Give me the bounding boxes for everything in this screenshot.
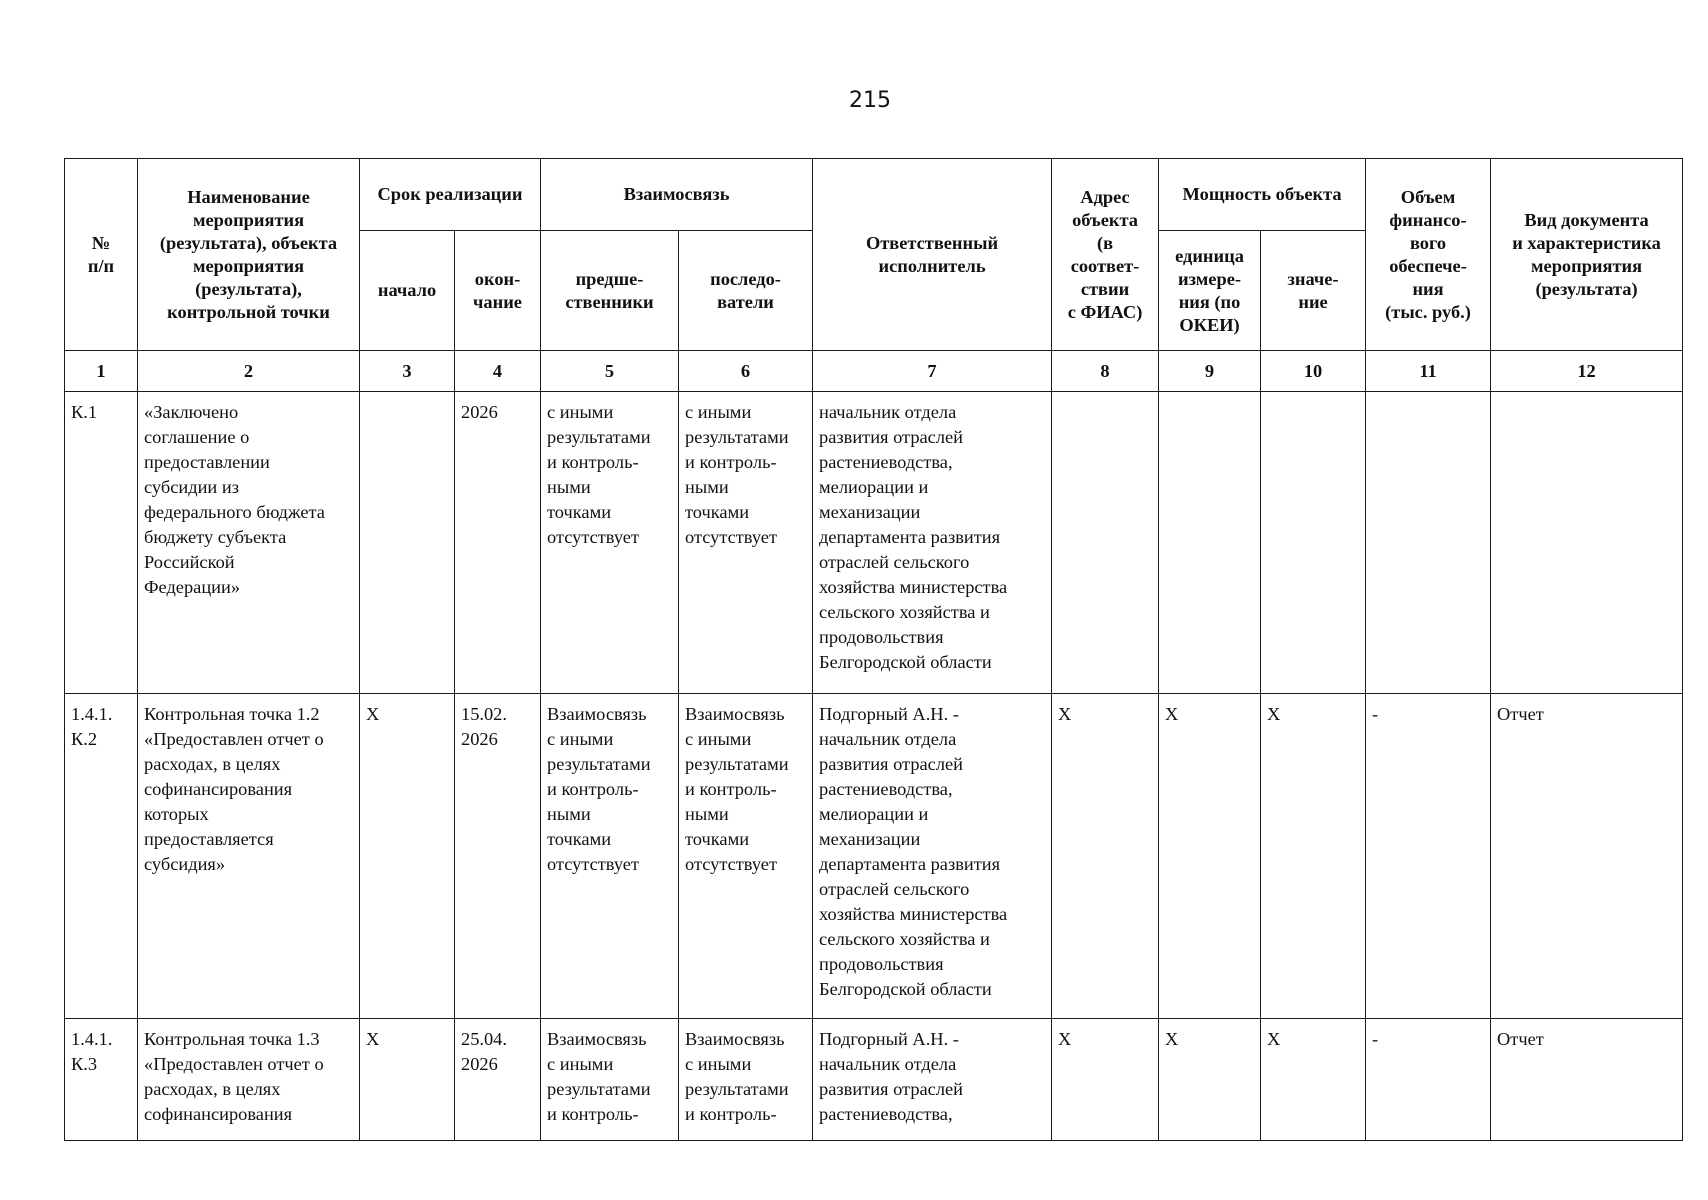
header-num: № п/п — [65, 159, 138, 351]
activities-table — [64, 158, 1683, 1141]
cell-start: Х — [360, 1019, 455, 1141]
column-number: 3 — [360, 351, 455, 392]
header-predecessors: предше- ственники — [541, 231, 679, 351]
cell-predecessors: с иными результатами и контроль- ными точками отсутствует — [541, 392, 679, 694]
table-row — [65, 392, 1683, 694]
cell-finance: - — [1366, 1019, 1491, 1141]
cell-successors: с иными результатами и контроль- ными точками отсутствует — [679, 392, 813, 694]
header-capacity: Мощность объекта — [1159, 159, 1366, 231]
cell-predecessors: Взаимосвязь с иными результатами и контроль- — [541, 1019, 679, 1141]
cell-responsible: Подгорный А.Н. - начальник отдела развития отраслей растениеводства, мелиорации и механизации департамента развития отраслей сельского хозяйства министерства сельского хозяйства и продовольствия Белгородской области — [813, 694, 1052, 1019]
header-doc-type: Вид документа и характеристика мероприятия (результата) — [1491, 159, 1683, 351]
header-address: Адрес объекта (в соответ- ствии с ФИАС) — [1052, 159, 1159, 351]
cell-unit: Х — [1159, 694, 1261, 1019]
column-number: 6 — [679, 351, 813, 392]
column-number: 9 — [1159, 351, 1261, 392]
table-row — [65, 1019, 1683, 1141]
cell-finance — [1366, 392, 1491, 694]
column-number: 1 — [65, 351, 138, 392]
column-number: 5 — [541, 351, 679, 392]
cell-name: Контрольная точка 1.2 «Предоставлен отчет о расходах, в целях софинансирования которых предоставляется субсидия» — [138, 694, 360, 1019]
column-number: 4 — [455, 351, 541, 392]
cell-doc-type: Отчет — [1491, 1019, 1683, 1141]
header-responsible: Ответственный исполнитель — [813, 159, 1052, 351]
cell-start: Х — [360, 694, 455, 1019]
cell-responsible: начальник отдела развития отраслей растениеводства, мелиорации и механизации департамента развития отраслей сельского хозяйства министерства сельского хозяйства и продовольствия Белгородской области — [813, 392, 1052, 694]
cell-address: Х — [1052, 694, 1159, 1019]
cell-end: 25.04. 2026 — [455, 1019, 541, 1141]
cell-num: 1.4.1. К.3 — [65, 1019, 138, 1141]
column-number: 8 — [1052, 351, 1159, 392]
header-end: окон- чание — [455, 231, 541, 351]
column-number: 10 — [1261, 351, 1366, 392]
header-successors: последо- ватели — [679, 231, 813, 351]
column-number: 11 — [1366, 351, 1491, 392]
cell-name: Контрольная точка 1.3 «Предоставлен отчет о расходах, в целях софинансирования — [138, 1019, 360, 1141]
cell-predecessors: Взаимосвязь с иными результатами и контроль- ными точками отсутствует — [541, 694, 679, 1019]
column-number: 12 — [1491, 351, 1683, 392]
page-number: 215 — [849, 88, 891, 113]
table-row — [65, 694, 1683, 1019]
cell-name: «Заключено соглашение о предоставлении субсидии из федерального бюджета бюджету субъекта Российской Федерации» — [138, 392, 360, 694]
cell-value — [1261, 392, 1366, 694]
cell-unit: Х — [1159, 1019, 1261, 1141]
cell-finance: - — [1366, 694, 1491, 1019]
cell-value: Х — [1261, 694, 1366, 1019]
cell-doc-type: Отчет — [1491, 694, 1683, 1019]
cell-address: Х — [1052, 1019, 1159, 1141]
cell-value: Х — [1261, 1019, 1366, 1141]
cell-end: 2026 — [455, 392, 541, 694]
header-name: Наименование мероприятия (результата), объекта мероприятия (результата), контрольной точки — [138, 159, 360, 351]
header-value: значе- ние — [1261, 231, 1366, 351]
header-period: Срок реализации — [360, 159, 541, 231]
header-unit: единица измере- ния (по ОКЕИ) — [1159, 231, 1261, 351]
cell-responsible: Подгорный А.Н. - начальник отдела развития отраслей растениеводства, — [813, 1019, 1052, 1141]
cell-end: 15.02. 2026 — [455, 694, 541, 1019]
cell-address — [1052, 392, 1159, 694]
header-relation: Взаимосвязь — [541, 159, 813, 231]
cell-start — [360, 392, 455, 694]
cell-doc-type — [1491, 392, 1683, 694]
cell-unit — [1159, 392, 1261, 694]
column-number: 7 — [813, 351, 1052, 392]
column-number: 2 — [138, 351, 360, 392]
cell-successors: Взаимосвязь с иными результатами и контроль- ными точками отсутствует — [679, 694, 813, 1019]
header-finance: Объем финансо- вого обеспече- ния (тыс. руб.) — [1366, 159, 1491, 351]
header-start: начало — [360, 231, 455, 351]
cell-num: К.1 — [65, 392, 138, 694]
cell-num: 1.4.1. К.2 — [65, 694, 138, 1019]
cell-successors: Взаимосвязь с иными результатами и контроль- — [679, 1019, 813, 1141]
